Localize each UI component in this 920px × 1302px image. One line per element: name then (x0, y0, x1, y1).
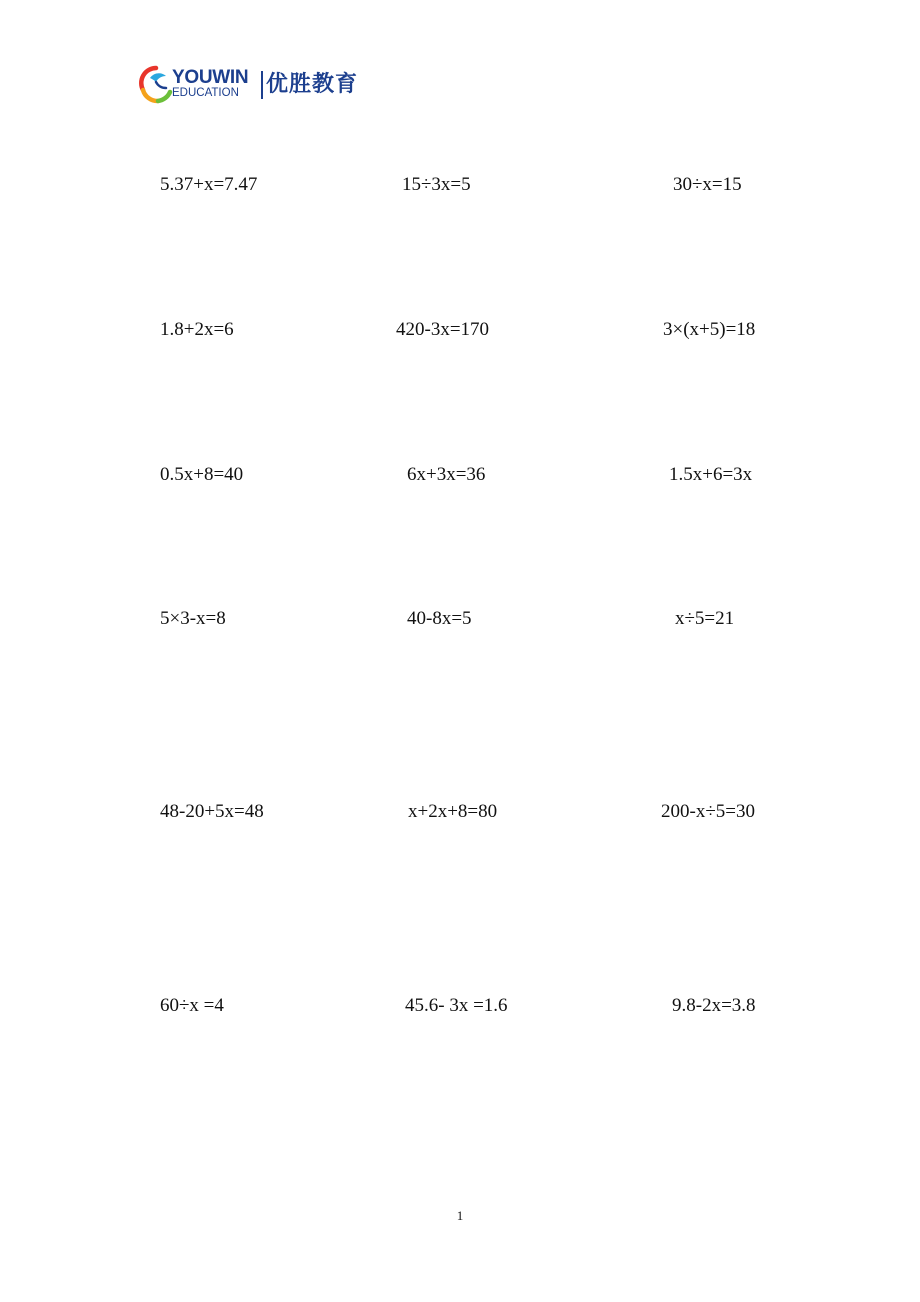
equation-r6-c2: 45.6- 3x =1.6 (405, 995, 508, 1016)
logo-chinese-name: 优胜教育 (266, 72, 359, 97)
equation-r3-c2: 6x+3x=36 (407, 464, 486, 485)
logo-divider (261, 71, 263, 99)
logo-wordmark (172, 68, 268, 102)
equation-r2-c2: 420-3x=170 (396, 319, 490, 340)
equation-r2-c1: 1.8+2x=6 (160, 319, 234, 340)
equation-r1-c2: 15÷3x=5 (402, 174, 471, 195)
equation-r6-c1: 60÷x =4 (160, 995, 224, 1016)
equation-r4-c3: x÷5=21 (675, 608, 735, 629)
logo-wordmark-bottom: EDUCATION (172, 87, 239, 99)
equation-r4-c1: 5×3-x=8 (160, 608, 226, 629)
equation-r6-c3: 9.8-2x=3.8 (672, 995, 756, 1016)
equation-r5-c3: 200-x÷5=30 (661, 801, 755, 822)
logo-mark-icon (138, 64, 174, 104)
equation-r4-c2: 40-8x=5 (407, 608, 472, 629)
page-number: 1 (456, 1208, 464, 1223)
equation-r2-c3: 3×(x+5)=18 (663, 319, 756, 340)
equation-r1-c1: 5.37+x=7.47 (160, 174, 258, 195)
equation-r5-c2: x+2x+8=80 (408, 801, 498, 822)
equation-r3-c1: 0.5x+8=40 (160, 464, 244, 485)
equation-r5-c1: 48-20+5x=48 (160, 801, 264, 822)
equation-r1-c3: 30÷x=15 (673, 174, 742, 195)
equation-r3-c3: 1.5x+6=3x (669, 464, 753, 485)
logo-wordmark-top: YOUWIN (172, 67, 249, 88)
